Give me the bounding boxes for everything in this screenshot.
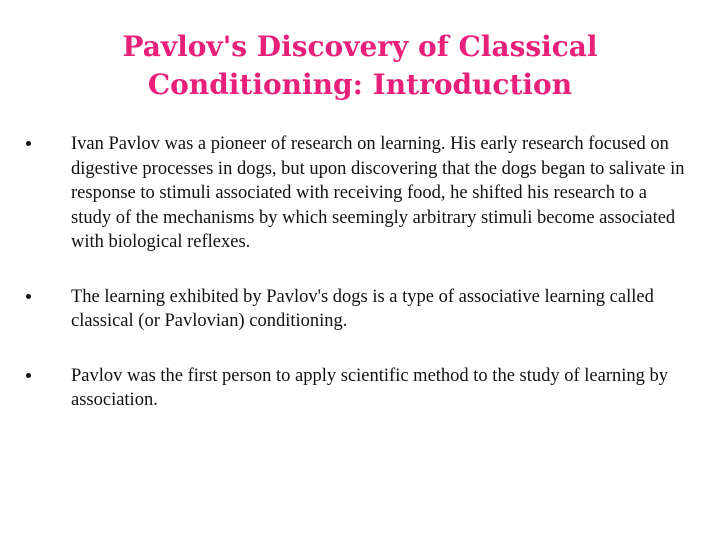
bullet-dot-icon: [26, 294, 31, 299]
bullet-text: The learning exhibited by Pavlov's dogs is a type of associative learning called classical (or Pavlovian) conditioning.: [71, 286, 654, 331]
bullet-dot-icon: [26, 141, 31, 146]
bullet-text: Ivan Pavlov was a pioneer of research on learning. His early research focused on digestive processes in dogs, but upon discovering that the dogs began to salivate in response to stimuli associated with receiving food, he shifted his research to a study of the mechanisms by which seemingly arbitrary stimuli become associated with biological reflexes.: [71, 134, 685, 252]
slide-title-line-2: Conditioning: Introduction: [147, 68, 573, 101]
bullet-item: [26, 132, 686, 255]
bullet-dot-icon: [26, 373, 31, 378]
slide-title-line-1: Pavlov's Discovery of Classical: [122, 30, 598, 63]
bullet-list: [26, 132, 686, 443]
bullet-item: [26, 285, 686, 334]
bullet-text: Pavlov was the first person to apply scientific method to the study of learning by association.: [71, 365, 669, 410]
slide-title: [60, 28, 660, 104]
bullet-item: [26, 364, 686, 413]
